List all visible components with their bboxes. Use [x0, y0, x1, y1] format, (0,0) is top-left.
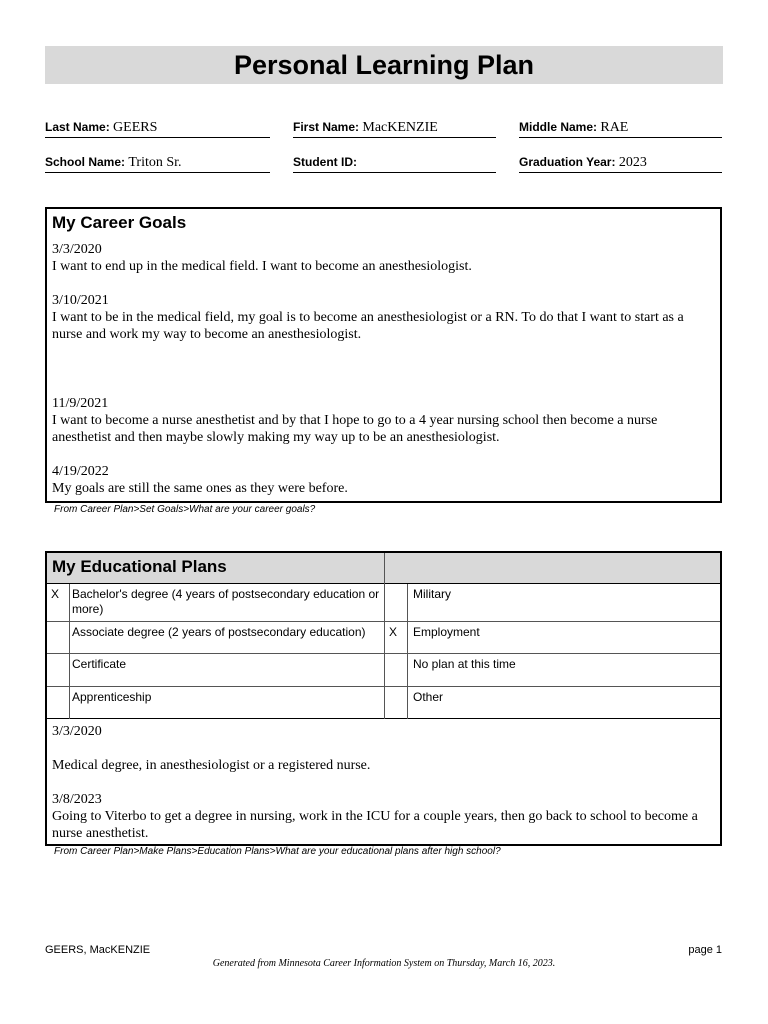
grid-divider: [407, 584, 408, 719]
footer-student-name: GEERS, MacKENZIE: [45, 944, 151, 956]
last-name-field: [45, 117, 270, 138]
plan-option-label: Military: [413, 587, 451, 601]
graduation-year-field: [519, 152, 722, 173]
entry-text: My goals are still the same ones as they were before.: [52, 481, 348, 496]
school-name-value: Triton Sr.: [128, 155, 182, 170]
entry-text: I want to end up in the medical field. I want to become an anesthesiologist.: [52, 259, 472, 274]
footer-generated-note: Generated from Minnesota Career Information System on Thursday, March 16, 2023.: [212, 958, 556, 969]
title-bar: [45, 46, 723, 84]
student-id-label: Student ID:: [293, 155, 357, 169]
plan-check-mark: [51, 622, 69, 653]
last-name-value: GEERS: [113, 120, 158, 135]
entry-text: I want to be in the medical field, my goal is to become an anesthesiologist or a RN. To do that I want to start as a nurse and work my way to become an anesthesiologist.: [52, 310, 684, 342]
plan-option-label: Bachelor's degree (4 years of postsecondary education or more): [72, 587, 380, 616]
plan-check-mark: X: [51, 587, 60, 601]
entry-text: Going to Viterbo to get a degree in nursing, work in the ICU for a couple years, then go back to school to become a nurse anesthetist.: [52, 809, 698, 841]
career-goal-entry: [52, 463, 714, 497]
page-title: Personal Learning Plan: [233, 50, 535, 80]
career-goal-entry: [52, 241, 714, 275]
entry-date: 3/3/2020: [52, 242, 102, 257]
entry-date: 3/3/2020: [52, 724, 102, 739]
education-plan-entry: [52, 723, 714, 774]
career-goals-heading: My Career Goals: [52, 213, 187, 232]
plan-option-label: Apprenticeship: [72, 690, 152, 704]
entry-date: 4/19/2022: [52, 464, 109, 479]
career-goals-caption: From Career Plan>Set Goals>What are your career goals?: [54, 504, 316, 515]
education-plan-entry: [52, 791, 714, 842]
first-name-value: MacKENZIE: [362, 120, 438, 135]
plan-option-label: Certificate: [72, 657, 127, 671]
student-id-field: [293, 152, 496, 173]
middle-name-value: RAE: [600, 120, 629, 135]
footer-page-number: page 1: [688, 944, 722, 956]
entry-text: Medical degree, in anesthesiologist or a registered nurse.: [52, 758, 371, 773]
entry-text: I want to become a nurse anesthetist and by that I hope to go to a 4 year nursing school then become a nurse anesthetist and then maybe slowly making my way up to be an anesthesiologist.: [52, 413, 658, 445]
entry-date: 11/9/2021: [52, 396, 109, 411]
school-name-field: [45, 152, 270, 173]
graduation-year-label: Graduation Year:: [519, 155, 616, 169]
middle-name-field: [519, 117, 722, 138]
grid-divider: [384, 553, 385, 719]
middle-name-label: Middle Name:: [519, 120, 598, 134]
first-name-field: [293, 117, 496, 138]
entry-date: 3/10/2021: [52, 293, 109, 308]
entry-date: 3/8/2023: [52, 792, 102, 807]
career-goals-box: [45, 207, 722, 503]
first-name-label: First Name:: [293, 120, 360, 134]
plan-check-mark: [51, 654, 69, 686]
plan-check-mark: X: [389, 625, 398, 639]
plan-check-mark: [389, 584, 407, 621]
plan-option-label: No plan at this time: [413, 657, 516, 671]
career-goal-entry: [52, 292, 714, 343]
plan-check-mark: [389, 654, 407, 686]
plan-option-label: Associate degree (2 years of postsecondary education): [72, 625, 366, 639]
school-name-label: School Name:: [45, 155, 126, 169]
educational-plans-box: [45, 551, 722, 846]
plan-option-label: Other: [413, 690, 444, 704]
grid-divider: [69, 584, 70, 719]
career-goal-entry: [52, 395, 714, 446]
last-name-label: Last Name:: [45, 120, 110, 134]
graduation-year-value: 2023: [618, 155, 647, 170]
plan-check-mark: [389, 687, 407, 718]
educational-plans-caption: From Career Plan>Make Plans>Education Plans>What are your educational plans after high school?: [54, 846, 501, 857]
plan-option-label: Employment: [413, 625, 480, 639]
plan-check-mark: [51, 687, 69, 718]
educational-plans-heading: My Educational Plans: [52, 557, 227, 576]
